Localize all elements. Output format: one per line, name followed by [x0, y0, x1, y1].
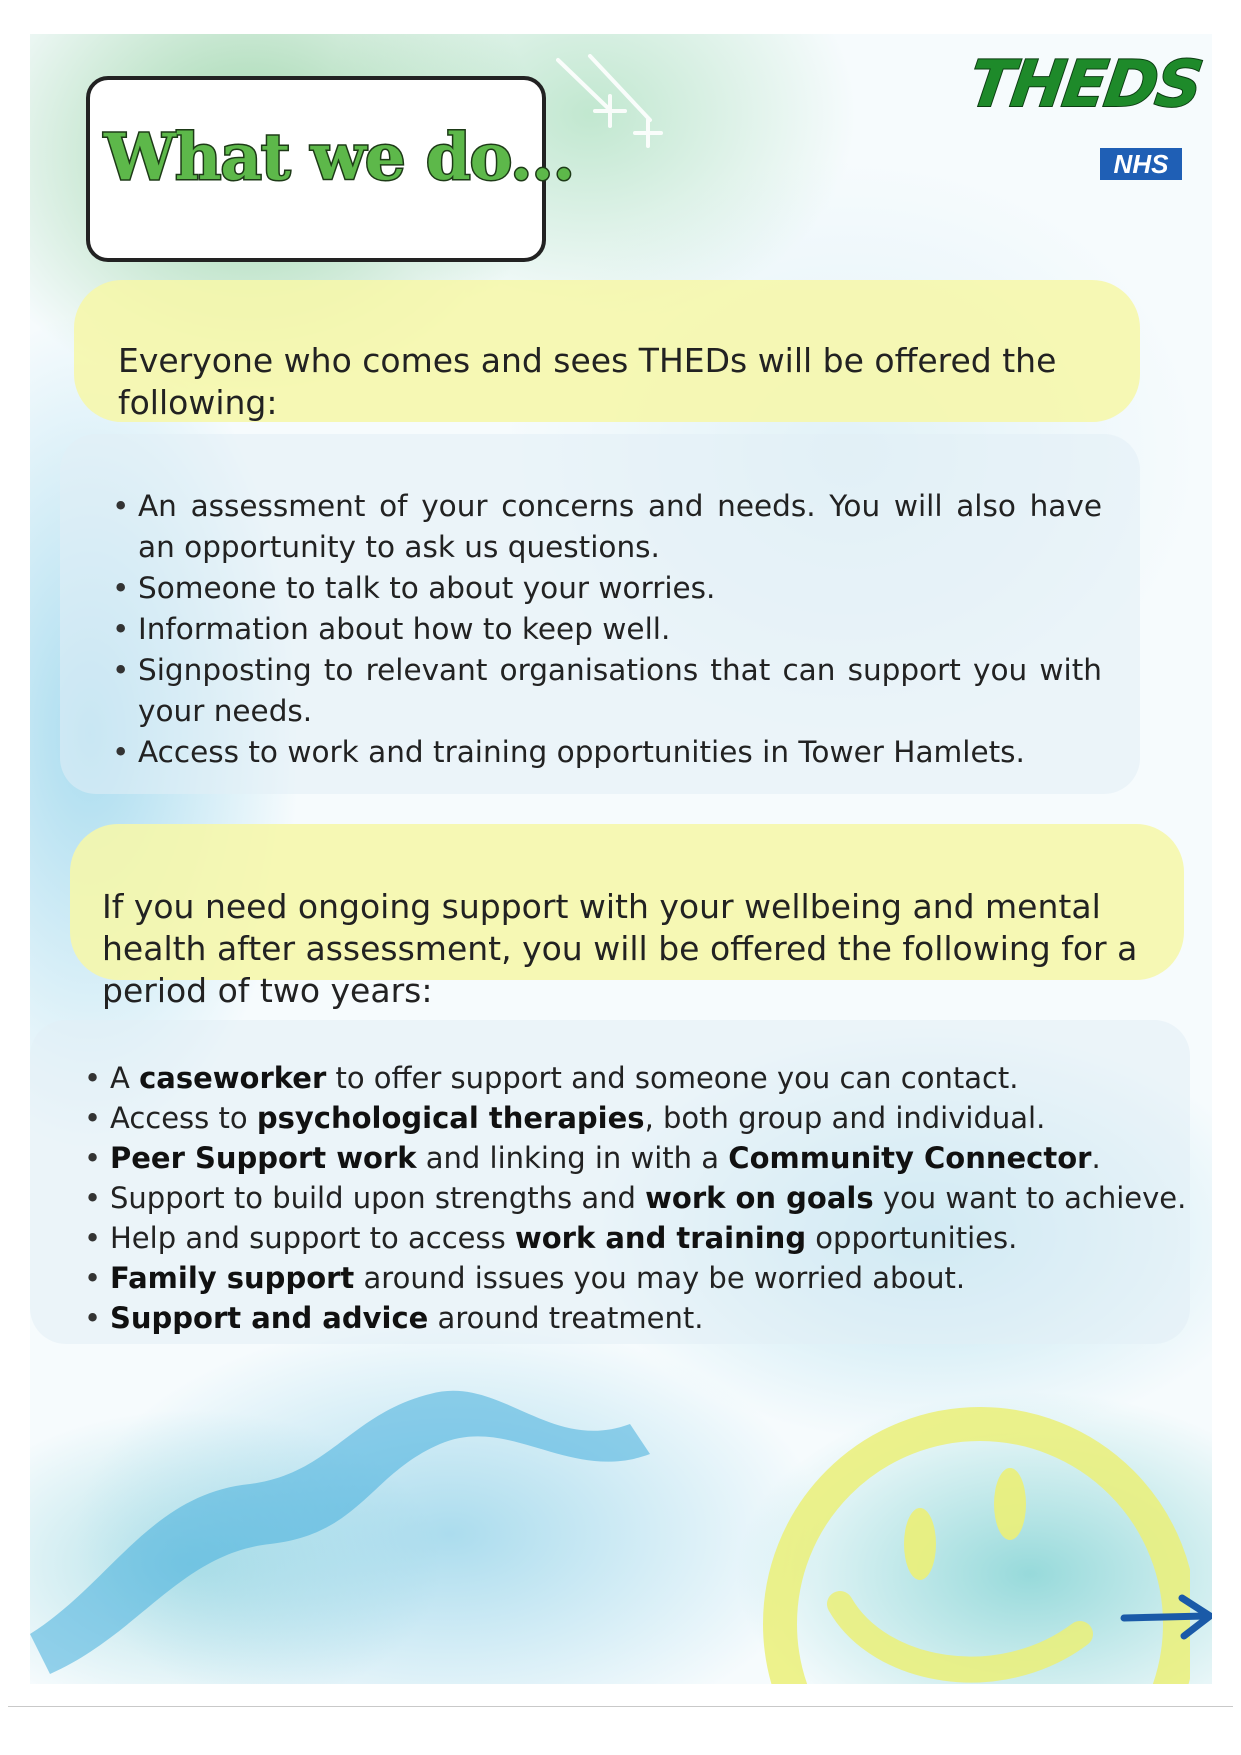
- section1-list: [112, 486, 1102, 773]
- list-item: • Signposting to relevant organisations that can support you with your needs.: [112, 650, 1102, 732]
- text: opportunities.: [806, 1221, 1018, 1255]
- list-item: • Someone to talk to about your worries.: [112, 568, 1102, 609]
- list-item: [84, 1098, 1194, 1138]
- bold-text: psychological therapies: [256, 1101, 645, 1135]
- list-item: • An assessment of your concerns and needs. You will also have an opportunity to ask us questions.: [112, 486, 1102, 568]
- text: around treatment.: [428, 1301, 704, 1335]
- text: .: [1091, 1141, 1101, 1175]
- list-item: [84, 1258, 1194, 1298]
- list-item: • Information about how to keep well.: [112, 609, 1102, 650]
- bold-text: Family support: [110, 1261, 355, 1295]
- bold-text: Community Connector: [728, 1141, 1092, 1175]
- text: around issues you may be worried about.: [354, 1261, 966, 1295]
- title-box: [86, 76, 574, 262]
- list-item: [84, 1218, 1194, 1258]
- list-item: [84, 1058, 1194, 1098]
- text: A: [110, 1061, 140, 1095]
- bold-text: caseworker: [139, 1061, 327, 1095]
- theds-logo: [950, 48, 1206, 188]
- list-item: [84, 1178, 1194, 1218]
- section2-list: [84, 1058, 1194, 1338]
- bold-text: work and training: [514, 1221, 807, 1255]
- arrow-right-icon[interactable]: [1120, 1592, 1212, 1642]
- bold-text: Support and advice: [110, 1301, 429, 1335]
- text: you want to achieve.: [873, 1181, 1187, 1215]
- text: Support to build upon strengths and: [110, 1181, 646, 1215]
- text: and linking in with a: [416, 1141, 729, 1175]
- bold-text: work on goals: [645, 1181, 874, 1215]
- text: Help and support to access: [110, 1221, 515, 1255]
- text: to offer support and someone you can contact.: [326, 1061, 1019, 1095]
- list-item: [84, 1298, 1194, 1338]
- page-title: What we do...: [104, 120, 574, 195]
- section1-intro: Everyone who comes and sees THEDs will be offered the following:: [118, 341, 1057, 422]
- list-item: [84, 1138, 1194, 1178]
- section2-intro: If you need ongoing support with your wellbeing and mental health after assessment, you will be offered the following for a period of two years:: [102, 887, 1138, 1010]
- list-item: • Access to work and training opportunities in Tower Hamlets.: [112, 732, 1102, 773]
- wave-decoration: [30, 1334, 730, 1674]
- bold-text: Peer Support work: [110, 1141, 417, 1175]
- text: , both group and individual.: [644, 1101, 1046, 1135]
- nhs-logo: NHS: [1100, 148, 1182, 180]
- text: Access to: [110, 1101, 257, 1135]
- page-bottom-rule: [8, 1706, 1233, 1707]
- poster-background: [30, 34, 1212, 1684]
- theds-logo-text: THEDS: [964, 48, 1206, 122]
